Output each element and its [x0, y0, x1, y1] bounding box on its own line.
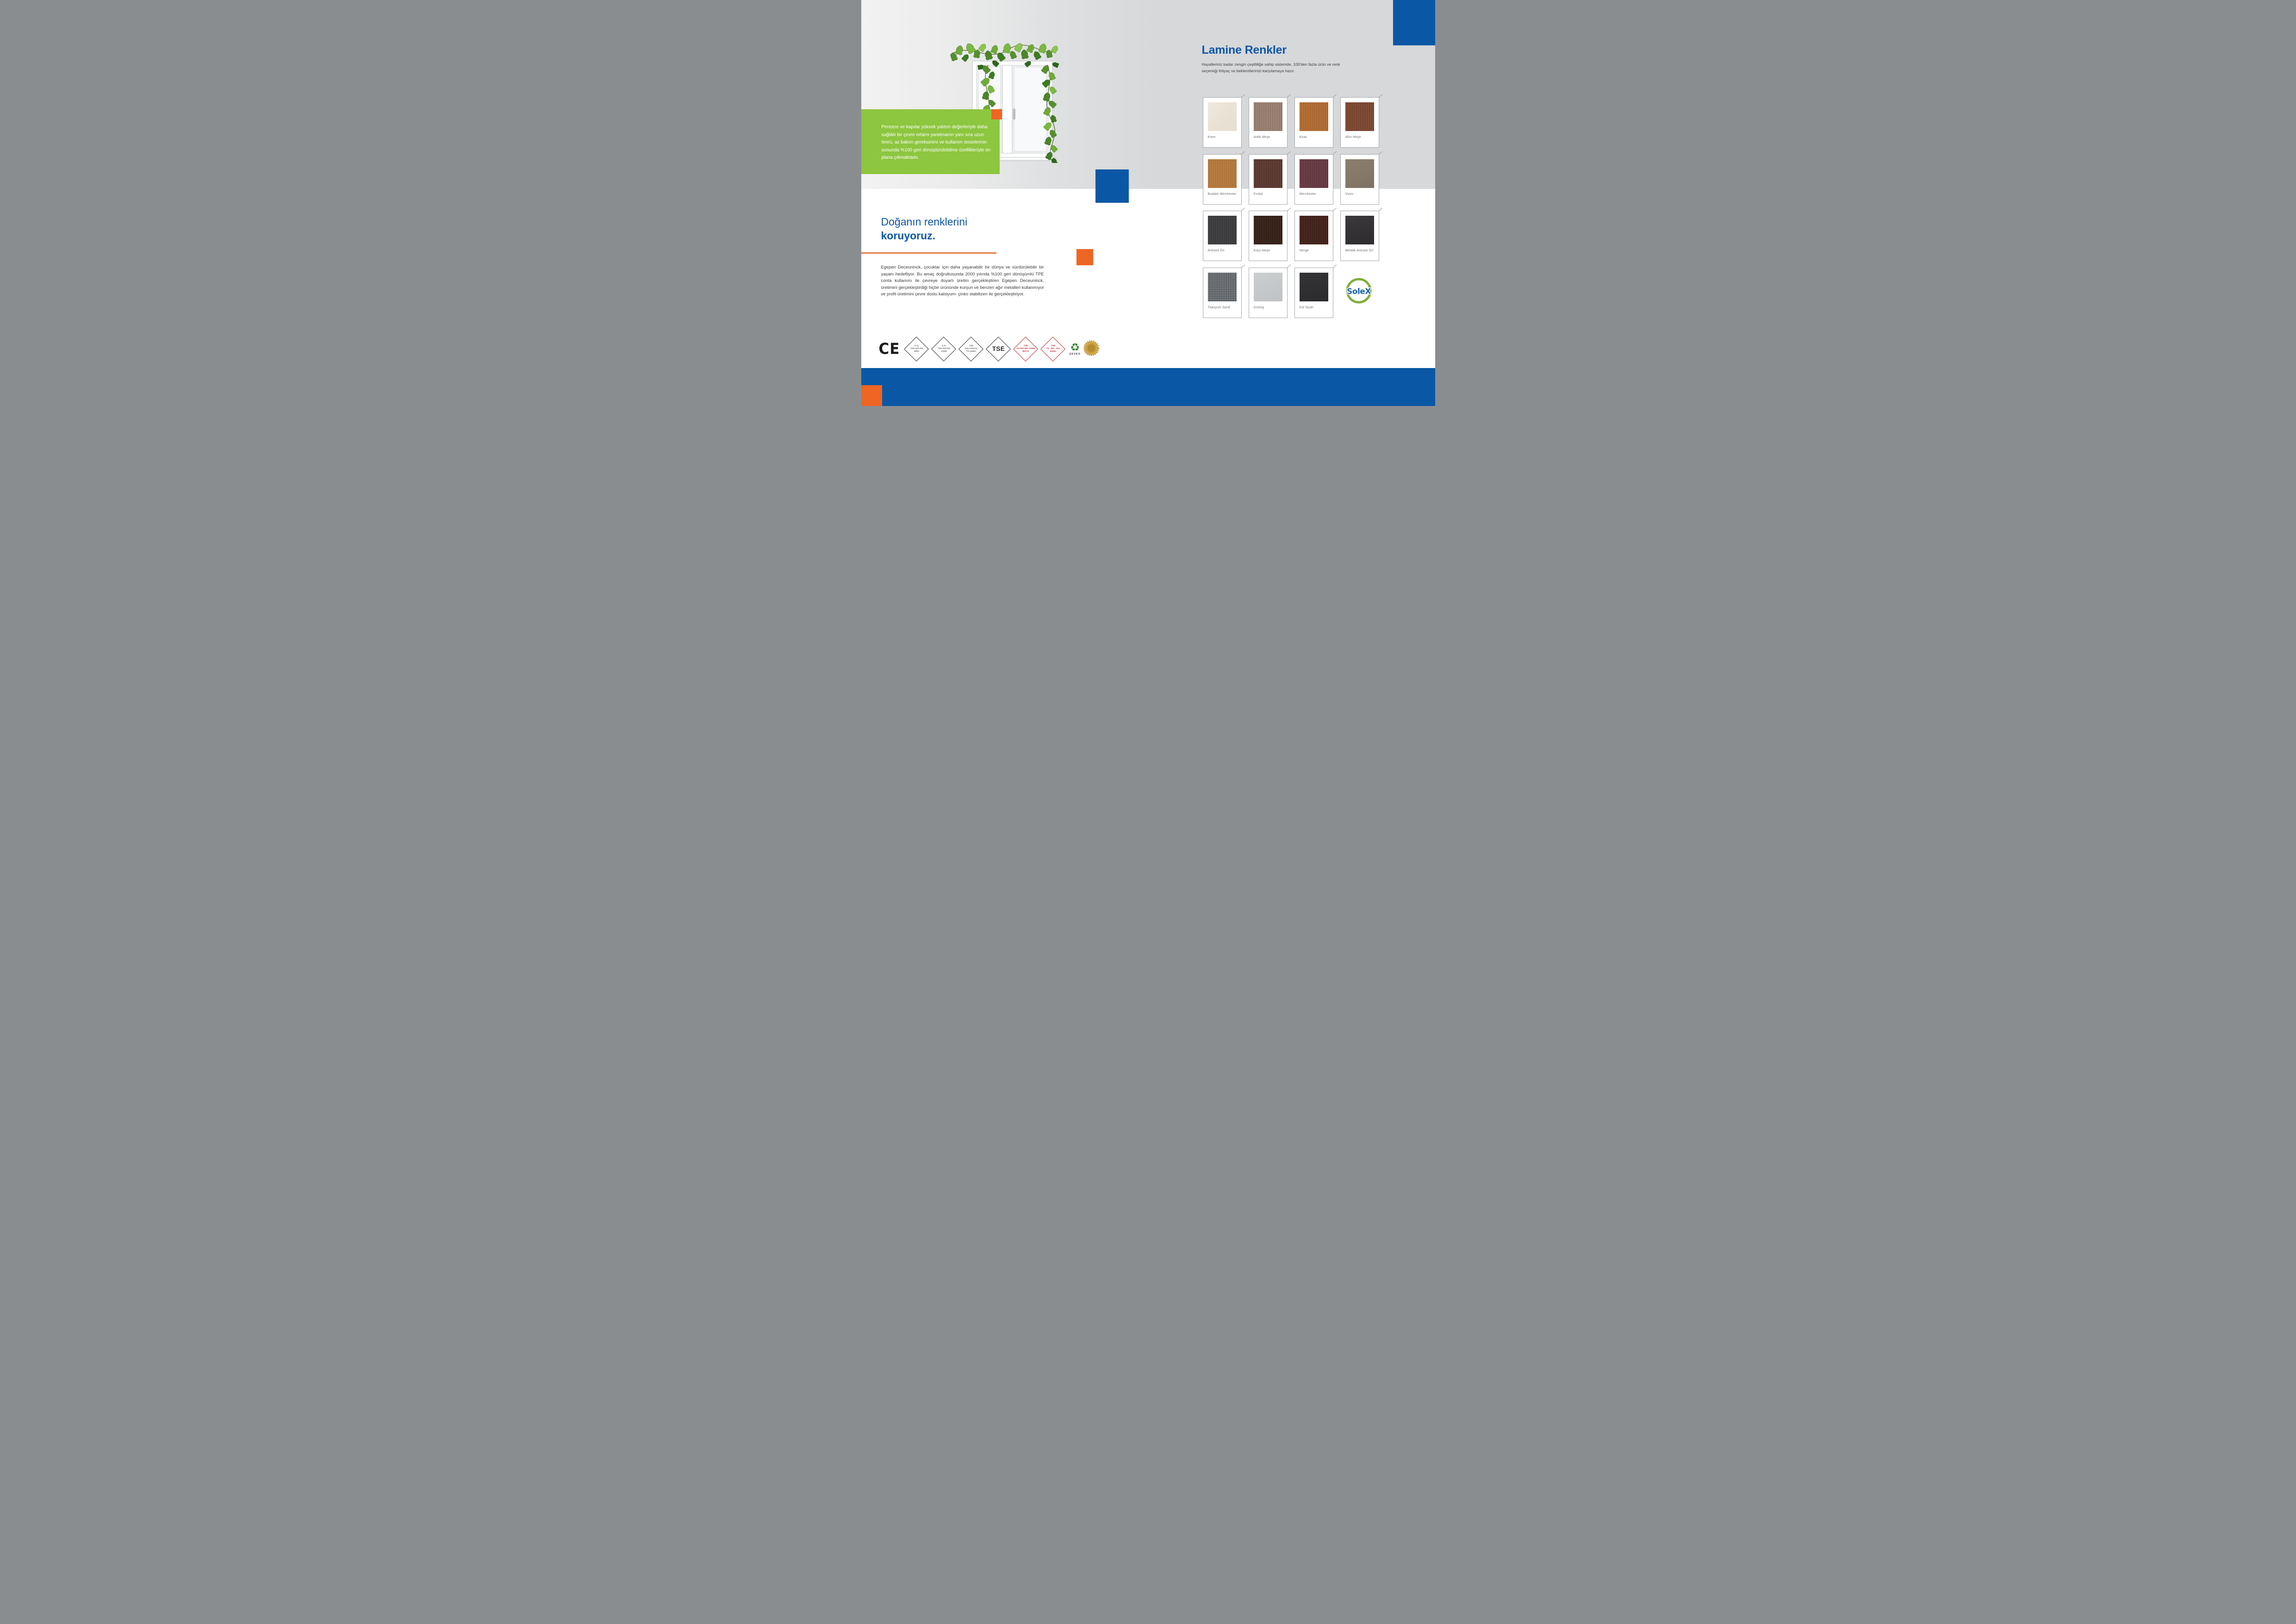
swatch-label: Metalik Antrasit Gri	[1345, 249, 1374, 252]
swatch-card-krem	[1203, 97, 1242, 148]
swatch-label: Fındık	[1253, 193, 1263, 196]
swatch-label: Vizon	[1345, 193, 1354, 196]
bottom-blue-band	[861, 368, 1435, 406]
cert-diamond-iso27001: TSE TS-ISO-IEC-27001 BGYS	[1013, 337, 1038, 362]
swatch-card-titanyum-sand	[1203, 268, 1242, 318]
recycle-icon: ♻	[1070, 341, 1080, 354]
swatch-card-metalik-antrasit-gri	[1340, 211, 1379, 261]
swatch-color	[1208, 273, 1237, 301]
gold-seal-logo	[1083, 339, 1100, 359]
swatch-color	[1300, 159, 1328, 188]
swatch-color	[1254, 216, 1282, 244]
solex-wordmark: SoleX	[1346, 287, 1371, 296]
cert-diamond-tse: TSE	[986, 337, 1011, 362]
certification-logos	[879, 336, 1100, 362]
swatch-label: Venge	[1299, 249, 1309, 252]
swatch-label: Antrasit Gri	[1207, 249, 1225, 252]
swatch-color	[1300, 273, 1328, 301]
swatch-card-winchester	[1294, 154, 1333, 205]
swatch-card-budakli-winchester	[1203, 154, 1242, 205]
swatch-card-koyu-mese	[1249, 211, 1288, 261]
center-accent-blue-square	[1095, 169, 1129, 203]
nature-heading-line1: Doğanın renklerini	[881, 216, 968, 228]
swatch-color	[1345, 159, 1374, 188]
swatch-label: Antik Meşe	[1253, 136, 1270, 139]
swatch-color	[1254, 273, 1282, 301]
swatch-color	[1345, 102, 1374, 131]
green-infobox	[861, 109, 1000, 174]
swatch-card-antrasit-gri	[1203, 211, 1242, 261]
nature-heading-line2: koruyoruz.	[881, 230, 936, 242]
swatch-card-vizon	[1340, 154, 1379, 205]
cert-diamond-ohsas18001: TSE ISG-OHSAS TS 18001	[958, 337, 983, 362]
center-accent-orange-square	[1076, 249, 1093, 265]
brochure-spread	[861, 0, 1435, 406]
body-paragraph: Egepen Deceuninck, çocuklar için daha yaşanabilir bir dünya ve sürdürülebilir bir yaşam hedefliyor. Bu amaç doğrultusunda 2000 yılında %100 geri dönüşümlü TPE conta kullanımı ile çevreye duyarlı üretim gerçekleştiren Egepen Deceuninck, üretimini gerçekleştirdiği hiçbir ürününde kurşun ve benzeri ağır metalleri kullanmıyor ve profil üretimini çevre dostu kalsiyum- çinko stabilizen ile gerçekleştiriyor.	[881, 264, 1044, 297]
swatch-color	[1208, 216, 1237, 244]
swatch-color	[1300, 216, 1328, 244]
orange-divider	[861, 252, 996, 254]
cert-diamond-iso14000: Ç-E TSE-ISO-EN 14000	[931, 337, 956, 362]
swatch-color	[1254, 102, 1282, 131]
swatch-label: Kül Siyah	[1299, 306, 1313, 309]
swatch-color	[1345, 216, 1374, 244]
swatch-color	[1208, 102, 1237, 131]
swatch-label: Titanyum Sand	[1207, 306, 1230, 309]
swatch-label: Gümüş	[1253, 306, 1264, 309]
nature-heading	[881, 215, 968, 243]
swatch-label: Krem	[1207, 136, 1216, 139]
swatch-label: Koyu Meşe	[1253, 249, 1270, 252]
swatch-card-altin-mese	[1340, 97, 1379, 148]
green-infobox-text: Pencere ve kapılar yüksek yalıtım değerleriyle daha sağlıklı bir çevre ortamı yaratmanın yanı sıra uzun ömrü, az bakım gereksinimi ve kullanım ömürlerinin sonunda %100 geri dönüştürülebilme özellikleriyle ön plana çıkmaktadır.	[881, 125, 991, 161]
swatch-color	[1300, 102, 1328, 131]
cevko-logo: ♻ ÇEVKO	[1069, 341, 1081, 356]
ce-mark-icon: CE	[878, 340, 900, 358]
swatch-label: Kiraz	[1299, 136, 1307, 139]
swatch-card-gumus	[1249, 268, 1288, 318]
window-handle-right	[1013, 109, 1015, 119]
swatch-label: Budaklı Winchester	[1207, 193, 1237, 196]
cert-diamond-iso50001: TSE TS - EN - ISO 50001	[1040, 337, 1065, 362]
corner-accent-blue	[1393, 0, 1435, 45]
swatch-card-kiraz	[1294, 97, 1333, 148]
cert-diamond-iso9000: K-Q TSE-ISO-EN 9000	[904, 337, 929, 362]
solex-logo	[1338, 273, 1384, 310]
swatch-label: Winchester	[1299, 193, 1316, 196]
footer-orange-square	[861, 385, 882, 406]
green-infobox-orange-accent	[991, 109, 1002, 119]
swatch-label: Altın Meşe	[1345, 136, 1361, 139]
swatch-color	[1254, 159, 1282, 188]
page-subtitle: Hayalleriniz kadar zengin çeşitliliğe sahip sistemde, 100'den fazla ürün ve renk seçeneği ihtiyaç ve beklentilerinizi karşılamaya hazır.	[1201, 62, 1340, 73]
page-title: Lamine Renkler	[1201, 44, 1287, 56]
swatch-card-findik	[1249, 154, 1288, 205]
swatch-card-venge	[1294, 211, 1333, 261]
swatch-color	[1208, 159, 1237, 188]
swatch-card-kul-siyah	[1294, 268, 1333, 318]
swatch-card-antik-mese	[1249, 97, 1288, 148]
